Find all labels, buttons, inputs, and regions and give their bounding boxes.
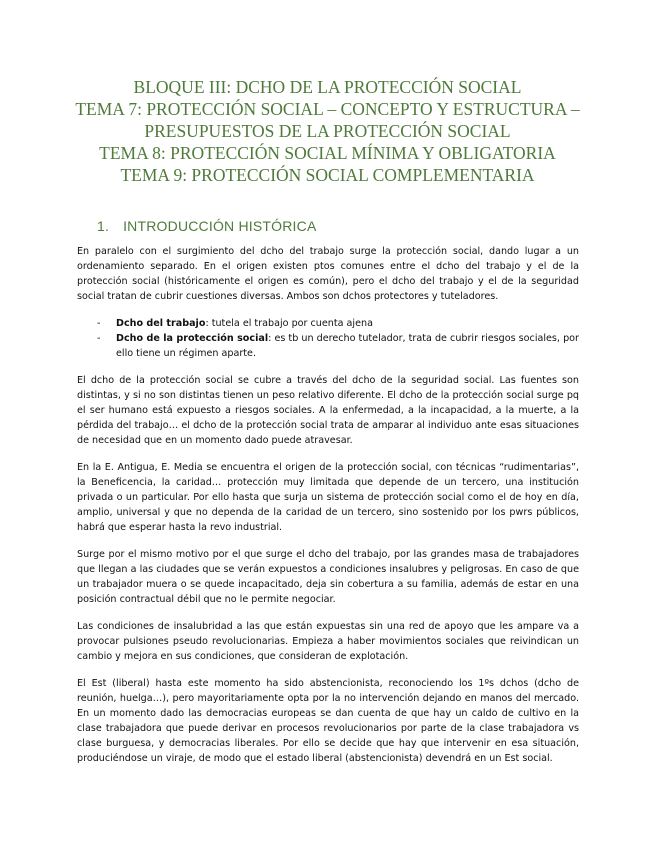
section-heading	[97, 218, 316, 234]
bloque-title: BLOQUE III: DCHO DE LA PROTECCIÓN SOCIAL	[133, 77, 522, 97]
list-item	[77, 331, 579, 361]
bullet-list	[77, 316, 579, 361]
paragraph-2: El dcho de la protección social se cubre a través del dcho de la seguridad social. Las fuentes son distintas, y si no son distintas tienen un peso relativo diferente. El dcho de la protección social surge pq el ser humano está expuesto a riesgos sociales. A la enfermedad, a la incapacidad, a la muerte, a la pérdida del trabajo… el dcho de la protección social trata de amparar al individuo ante esas situaciones de necesidad que en un momento dado puede atravesar.	[77, 375, 579, 446]
title-block	[60, 76, 595, 186]
paragraph-1: En paralelo con el surgimiento del dcho del trabajo surge la protección social, dando lugar a un ordenamiento separado. En el origen existen ptos comunes entre el dcho del trabajo y el de la protección social (históricamente el origen es común), pero el dcho del trabajo y el de la seguridad social tratan de cubrir cuestiones diversas. Ambos son dchos protectores y tuteladores.	[77, 246, 579, 302]
section-number: 1.	[97, 218, 110, 234]
tema8-title: TEMA 8: PROTECCIÓN SOCIAL MÍNIMA Y OBLIGATORIA	[99, 143, 556, 163]
list-term: Dcho de la protección social	[116, 333, 269, 344]
list-dash: -	[97, 333, 101, 344]
list-term: Dcho del trabajo	[116, 318, 206, 329]
paragraph-6: El Est (liberal) hasta este momento ha sido abstencionista, reconociendo los 1ºs dchos (dcho de reunión, huelga…), pero mayoritariamente opta por la no intervención dejando en manos del mercado. En un momento dado las democracias europeas se dan cuenta de que hay un caldo de cultivo en la clase trabajadora que puede derivar en procesos revolucionarios por parte de la clase trabajadora vs clase burguesa, y democracias liberales. Por ello se decide que hay que intervenir en esa situación, produciéndose un viraje, de modo que el estado liberal (abstencionista) devendrá en un Est social.	[77, 678, 579, 764]
section-title: INTRODUCCIÓN HISTÓRICA	[123, 218, 317, 234]
body-text	[77, 244, 579, 778]
paragraph-3: En la E. Antigua, E. Media se encuentra el origen de la protección social, con técnicas “rudimentarias”, la Beneficencia, la caridad… protección muy limitada que depende de un tercero, una institución privada o un particular. Por ello hasta que surja un sistema de protección social como el de hoy en día, amplio, universal y que no dependa de la caridad de un tercero, sino sostenido por los pwrs públicos, habrá que esperar hasta la revo industrial.	[77, 462, 579, 533]
list-item	[77, 316, 579, 331]
tema7-title: TEMA 7: PROTECCIÓN SOCIAL – CONCEPTO Y ESTRUCTURA – PRESUPUESTOS DE LA PROTECCIÓN SOCIAL	[75, 99, 580, 141]
paragraph-5: Las condiciones de insalubridad a las que están expuestas sin una red de apoyo que les ampare va a provocar pulsiones pseudo revolucionarias. Empieza a haber movimientos sociales que reivindican un cambio y mejora en sus condiciones, que consideran de explotación.	[77, 621, 579, 662]
list-text: : tutela el trabajo por cuenta ajena	[205, 318, 373, 329]
list-dash: -	[97, 318, 101, 329]
list-text: : es tb un derecho tutelador, trata de cubrir riesgos sociales, por ello tiene un régimen aparte.	[116, 333, 579, 359]
tema9-title: TEMA 9: PROTECCIÓN SOCIAL COMPLEMENTARIA	[120, 165, 535, 185]
paragraph-4: Surge por el mismo motivo por el que surge el dcho del trabajo, por las grandes masa de trabajadores que llegan a las ciudades que se verán expuestos a condiciones insalubres y peligrosas. En caso de que un trabajador muera o se quede incapacitado, deja sin cobertura a su familia, además de estar en una posición contractual débil que no le permite negociar.	[77, 549, 579, 605]
